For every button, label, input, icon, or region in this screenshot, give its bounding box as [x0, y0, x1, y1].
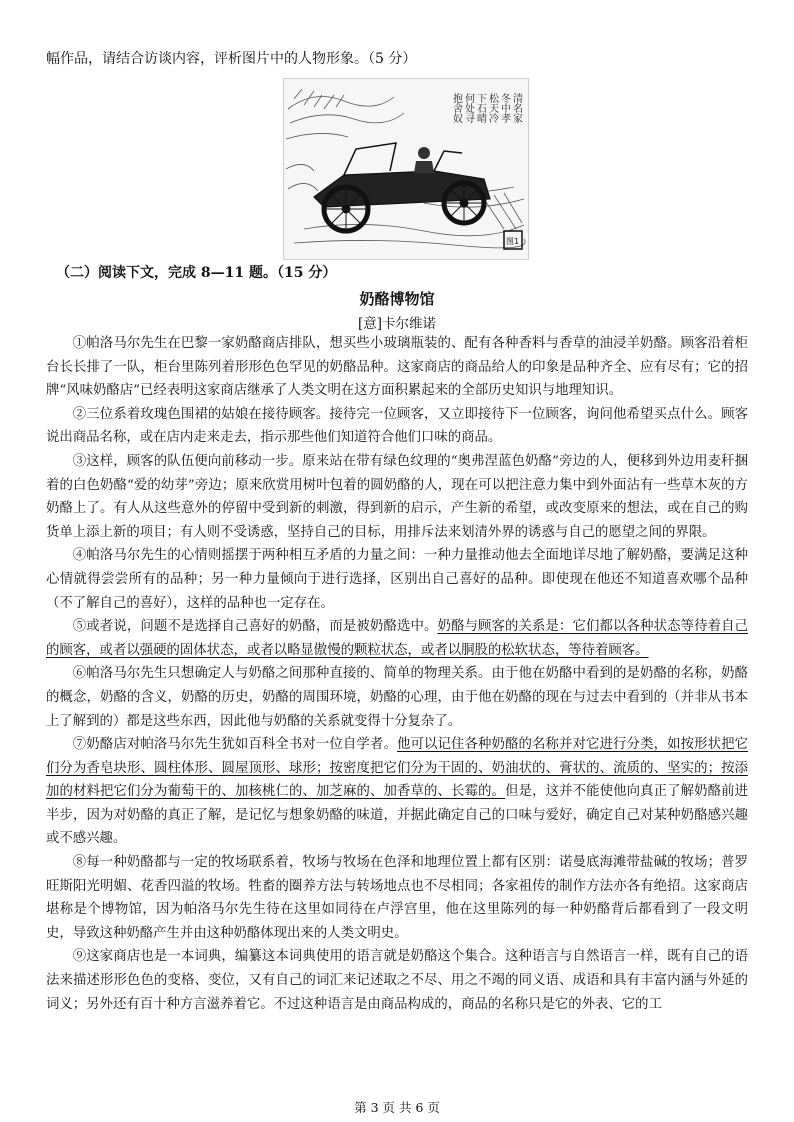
section-heading: （二）阅读下文，完成 8—11 题。（15 分）	[56, 265, 337, 281]
paragraph-text: ③这样，顾客的队伍便向前移动一步。原来站在带有绿色纹理的“奥弗涅蓝色奶酪”旁边的人，便移到外边用麦秆捆着的白色奶酪“爱的幼芽”旁边；原来欣赏用树叶包着的圆奶酪的人，现在可以把注意力集中到外面沾有一些草木灰的方奶酪上了。有人从这些意外的停留中受到新的刺激，得到新的启示，产生新的希望，或改变原来的想法，或在自己的购货单上添上新的项目；有人则不受诱惑，坚持自己的目标，用排斥法来划清外界的诱惑与自己的愿望之间的界限。	[46, 453, 748, 540]
paragraph-text: ⑤或者说，问题不是选择自己喜好的奶酪，而是被奶酪选中。	[72, 619, 438, 635]
inscription-col-2: 冬中孝	[498, 93, 510, 123]
question-prompt: 幅作品，请结合访谈内容，评析图片中的人物形象。（5 分）	[46, 51, 417, 67]
underlined-sentence: 他可以记住各种奶酪的名称并对它进行分类，如按形状把它们分为香皂块形、圆柱体形、圆屋顶形、球形；按密度把它们分为干固的、奶油状的、膏状的、流质的、坚实的；按添加的材料把它们分为葡萄干的、加核桃仁的、加芝麻的、加香草的、长霉的。	[46, 737, 749, 800]
inscription-col-1: 清名家	[510, 93, 522, 123]
calligraphy-inscription	[451, 92, 523, 124]
paragraph-text: ⑦奶酪店对帕洛马尔先生犹如百科全书对一位自学者。	[72, 737, 397, 753]
article-paragraph	[46, 332, 748, 403]
inscription-col-3: 松天冷	[486, 93, 498, 123]
underlined-sentence: 奶酪与顾客的关系是：它们都以各种状态等待着自己的顾客，或者以强硬的固体状态，或者以略显傲慢的颗粒状态，或者以胴股的松软状态，等待着顾客。	[46, 619, 748, 658]
paragraph-text: ④帕洛马尔先生的心情则摇摆于两种相互矛盾的力量之间：一种力量推动他去全面地详尽地了解奶酪，要满足这种心情就得尝尝所有的品种；另一种力量倾向于进行选择，区别出自己喜好的品种。即使现在他还不知道喜欢哪个品种（不了解自己的喜好），这样的品种也一定存在。	[46, 548, 748, 611]
article-paragraph	[46, 615, 748, 662]
paragraph-text: ⑧每一种奶酪都与一定的牧场联系着，牧场与牧场在色泽和地理位置上都有区别：诺曼底海滩带盐碱的牧场；普罗旺斯阳光明媚、花香四溢的牧场。牲畜的圈养方法与转场地点也不尽相同；各家祖传的制作方法亦各有绝招。这家商店堪称是个博物馆，因为帕洛马尔先生待在这里如同待在卢浮宫里，他在这里陈列的每一种奶酪背后都看到了一段文明史，导致这种奶酪产生并由这种奶酪体现出来的人类文明史。	[46, 855, 748, 941]
article-body	[46, 332, 748, 1016]
inscription-col-4: 下石晴	[474, 93, 486, 123]
page-footer: 第 3 页 共 6 页	[354, 1100, 440, 1115]
paragraph-text: ⑨这家商店也是一本词典，编纂这本词典使用的语言就是奶酪这个集合。这种语言与自然语言一样，既有自己的语法来描述形形色色的变格、变位，又有自己的词汇来记述取之不尽、用之不竭的同义语、成语和具有丰富内涵与外延的词义；另外还有百十种方言滋养着它。不过这种语言是由商品构成的，商品的名称只是它的外表、它的工	[46, 949, 748, 1012]
paragraph-text: ②三位系着玫瑰色围裙的姑娘在接待顾客。接待完一位顾客，又立即接待下一位顾客，询问他希望买点什么。顾客说出商品名称，或在店内走来走去，指示那些他们知道符合他们口味的商品。	[46, 406, 748, 446]
inscription-col-6: 抱舍奴	[450, 93, 462, 123]
article-title: 奶酪博物馆	[359, 290, 435, 308]
article-paragraph	[46, 733, 748, 851]
paragraph-text: ①帕洛马尔先生在巴黎一家奶酪商店排队，想买些小玻璃瓶装的、配有各种香料与香草的油浸羊奶酪。顾客沿着柜台长长排了一队，柜台里陈列着形形色色罕见的奶酪品种。这家商店的商品给人的印象是品种齐全、应有尽有；它的招牌“风味奶酪店”已经表明这家商店继承了人类文明在这方面积累起来的全部历史知识与地理知识。	[46, 336, 748, 399]
article-paragraph	[46, 450, 748, 544]
seal-text: 图1	[506, 237, 520, 246]
article-paragraph	[46, 403, 748, 450]
article-paragraph	[46, 945, 748, 1016]
article-author: [意]卡尔维诺	[357, 316, 437, 332]
article-paragraph	[46, 544, 748, 615]
article-paragraph	[46, 851, 748, 945]
paragraph-text: ⑥帕洛马尔先生只想确定人与奶酪之间那种直接的、简单的物理关系。由于他在奶酪中看到的是奶酪的名称，奶酪的概念，奶酪的含义，奶酪的历史，奶酪的周围环境，奶酪的心理，由于他在奶酪的现在与过去中看到的（并非从书本上了解到的）都是这些东西，因此他与奶酪的关系就变得十分复杂了。	[46, 666, 748, 729]
paragraph-text: 但是，这并不能使他向真正了解奶酪前进半步，因为对奶酪的真正了解，是记忆与想象奶酪的味道，并据此确定自己的口味与爱好，确定自己对某种奶酪感兴趣或不感兴趣。	[46, 784, 749, 847]
vintage-car-illustration	[283, 78, 529, 260]
article-paragraph	[46, 662, 748, 733]
inscription-col-5: 何处寻	[462, 93, 474, 123]
car-drawing	[284, 79, 528, 259]
